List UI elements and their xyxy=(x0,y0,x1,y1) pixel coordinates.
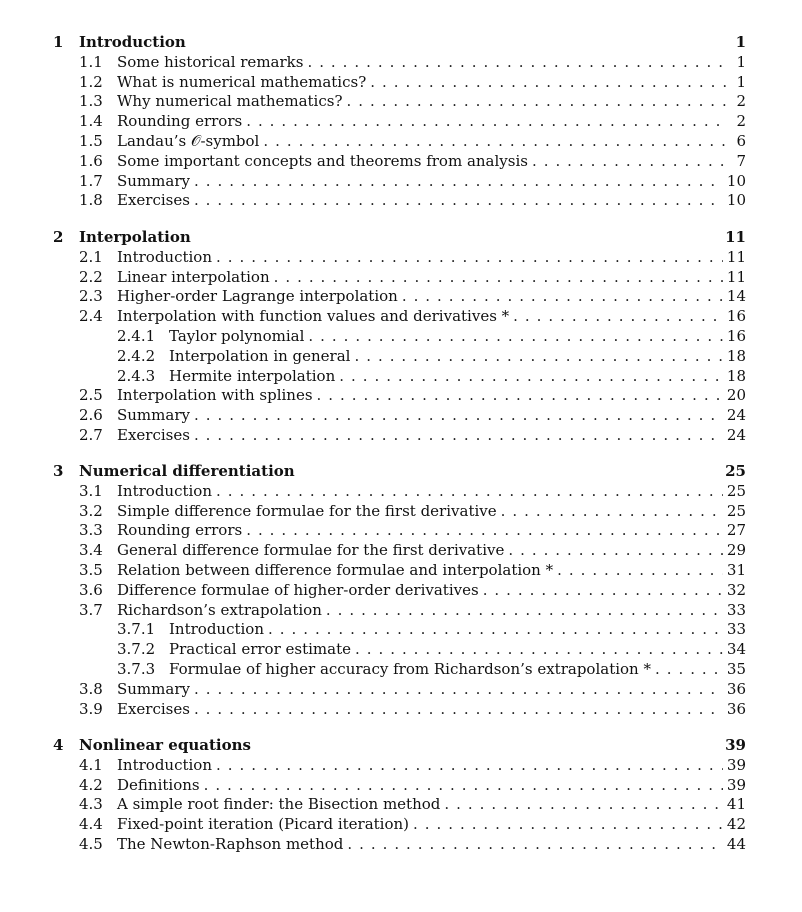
entry-page: 10 xyxy=(726,191,746,210)
entry-number: 1.7 xyxy=(79,171,103,190)
entry-page: 24 xyxy=(726,426,746,444)
entry-title[interactable]: Definitions xyxy=(117,775,200,794)
entry-number: 3.7 xyxy=(79,600,103,619)
toc-section-row[interactable] xyxy=(0,191,802,211)
entry-number: 2.1 xyxy=(79,247,103,266)
toc-section-row[interactable] xyxy=(0,287,802,307)
entry-number: 4.5 xyxy=(79,835,103,853)
entry-line xyxy=(117,756,746,774)
chapter-title[interactable]: Introduction xyxy=(79,33,186,51)
entry-page: 41 xyxy=(726,795,746,814)
toc-section-row[interactable] xyxy=(0,795,802,815)
entry-title[interactable]: Linear interpolation xyxy=(117,267,270,286)
entry-title[interactable]: The Newton-Raphson method xyxy=(117,835,344,853)
entry-line xyxy=(117,406,746,424)
toc-subsection-row[interactable] xyxy=(0,640,802,660)
entry-line xyxy=(117,92,746,110)
entry-title[interactable]: Some important concepts and theorems from analysis xyxy=(117,151,528,170)
entry-number: 4.2 xyxy=(79,775,103,794)
entry-page: 6 xyxy=(736,132,746,150)
toc-section-row[interactable] xyxy=(0,307,802,327)
entry-page: 2 xyxy=(736,92,746,111)
entry-title[interactable]: General difference formulae for the first derivative xyxy=(117,541,505,560)
toc-section-row[interactable] xyxy=(0,815,802,835)
toc-section-row[interactable] xyxy=(0,601,802,621)
entry-page: 25 xyxy=(726,481,746,500)
entry-page: 36 xyxy=(726,679,746,698)
entry-number: 3.3 xyxy=(79,521,103,540)
toc-section-row[interactable] xyxy=(0,756,802,776)
entry-number: 1.2 xyxy=(79,72,103,91)
toc-subsection-row[interactable] xyxy=(0,367,802,387)
entry-number: 1.3 xyxy=(79,92,103,111)
chapter-number: 2 xyxy=(53,228,64,246)
dot-leader xyxy=(268,620,723,638)
entry-page: 11 xyxy=(726,247,746,266)
entry-title[interactable]: Why numerical mathematics? xyxy=(117,92,343,111)
entry-number: 3.2 xyxy=(79,501,103,520)
entry-line xyxy=(169,640,746,658)
entry-number: 3.5 xyxy=(79,561,103,579)
entry-title[interactable]: A simple root finder: the Bisection method xyxy=(117,795,441,814)
dot-leader xyxy=(194,426,723,444)
entry-line xyxy=(117,700,746,718)
entry-line xyxy=(117,680,746,698)
entry-title[interactable]: Practical error estimate xyxy=(169,640,351,659)
dot-leader xyxy=(532,152,726,170)
dot-leader xyxy=(216,482,723,500)
entry-line xyxy=(117,815,746,833)
entry-line xyxy=(169,660,746,678)
entry-page: 31 xyxy=(726,561,746,579)
entry-number: 1.4 xyxy=(79,112,103,131)
entry-line xyxy=(169,327,746,345)
toc-section-row[interactable] xyxy=(0,581,802,601)
entry-page: 33 xyxy=(726,600,746,619)
entry-page: 14 xyxy=(726,287,746,306)
chapter-page: 1 xyxy=(735,33,746,51)
toc-section-row[interactable] xyxy=(0,386,802,406)
toc-subsection-row[interactable] xyxy=(0,327,802,347)
entry-title[interactable]: Richardson’s extrapolation xyxy=(117,600,322,619)
dot-leader xyxy=(246,112,726,130)
entry-title[interactable]: Rounding errors xyxy=(117,521,243,540)
entry-title[interactable]: Higher-order Lagrange interpolation xyxy=(117,287,398,306)
entry-page: 18 xyxy=(726,346,746,365)
entry-line xyxy=(117,172,746,190)
chapter-page: 39 xyxy=(725,736,746,754)
entry-page: 20 xyxy=(726,386,746,405)
entry-title[interactable]: Summary xyxy=(117,679,190,698)
toc-section-row[interactable] xyxy=(0,426,802,446)
toc-section-row[interactable] xyxy=(0,112,802,132)
entry-page: 35 xyxy=(726,660,746,678)
entry-number: 3.7.2 xyxy=(117,640,156,659)
toc-section-row[interactable] xyxy=(0,172,802,192)
entry-number: 1.6 xyxy=(79,151,103,170)
entry-title[interactable]: Exercises xyxy=(117,191,190,210)
entry-page: 18 xyxy=(726,366,746,385)
dot-leader xyxy=(204,776,723,794)
entry-page: 36 xyxy=(726,699,746,718)
toc-section-row[interactable] xyxy=(0,680,802,700)
entry-line xyxy=(169,367,746,385)
entry-title[interactable]: Interpolation in general xyxy=(169,346,351,365)
dot-leader xyxy=(216,248,723,266)
entry-line xyxy=(117,287,746,305)
dot-leader xyxy=(339,367,723,385)
entry-number: 3.8 xyxy=(79,679,103,698)
entry-number: 2.4.3 xyxy=(117,366,156,385)
entry-page: 24 xyxy=(726,406,746,425)
entry-page: 44 xyxy=(726,835,746,853)
toc-section-row[interactable] xyxy=(0,835,802,855)
chapter-heading[interactable] xyxy=(0,736,802,756)
entry-line xyxy=(117,386,746,404)
toc-section-row[interactable] xyxy=(0,502,802,522)
entry-number: 3.9 xyxy=(79,699,103,718)
entry-title[interactable]: Introduction xyxy=(117,481,212,500)
toc-section-row[interactable] xyxy=(0,92,802,112)
chapter-page: 25 xyxy=(725,462,746,480)
entry-page: 11 xyxy=(726,267,746,286)
chapter-page: 11 xyxy=(725,228,746,246)
entry-line xyxy=(117,268,746,286)
entry-number: 3.1 xyxy=(79,481,103,500)
entry-page: 2 xyxy=(736,112,746,131)
toc-section-row[interactable] xyxy=(0,521,802,541)
chapter-number: 1 xyxy=(53,33,64,51)
dot-leader xyxy=(308,327,723,345)
entry-line xyxy=(117,502,746,520)
entry-title[interactable]: Some historical remarks xyxy=(117,52,304,71)
entry-page: 1 xyxy=(736,72,746,91)
entry-page: 10 xyxy=(726,171,746,190)
dot-leader xyxy=(370,73,726,91)
toc-section-row[interactable] xyxy=(0,700,802,720)
entry-line xyxy=(117,426,746,444)
dot-leader xyxy=(274,268,723,286)
entry-page: 39 xyxy=(726,755,746,774)
dot-leader xyxy=(501,502,723,520)
chapter-heading[interactable] xyxy=(0,228,802,248)
entry-number: 2.6 xyxy=(79,406,103,425)
entry-title[interactable]: Introduction xyxy=(117,247,212,266)
entry-number: 2.3 xyxy=(79,287,103,306)
dot-leader xyxy=(307,53,726,71)
entry-number: 4.3 xyxy=(79,795,103,814)
entry-number: 1.5 xyxy=(79,132,103,150)
entry-title[interactable]: Rounding errors xyxy=(117,112,243,131)
entry-title[interactable]: Summary xyxy=(117,171,190,190)
entry-page: 16 xyxy=(726,307,746,326)
entry-number: 1.1 xyxy=(79,52,103,71)
dot-leader xyxy=(246,521,723,539)
toc-section-row[interactable] xyxy=(0,406,802,426)
entry-line xyxy=(117,776,746,794)
chapter-heading[interactable] xyxy=(0,462,802,482)
entry-page: 16 xyxy=(726,327,746,345)
toc-section-row[interactable] xyxy=(0,152,802,172)
entry-number: 2.4.1 xyxy=(117,327,156,345)
dot-leader xyxy=(194,172,723,190)
entry-number: 3.4 xyxy=(79,541,103,560)
dot-leader xyxy=(194,406,723,424)
entry-line xyxy=(117,112,746,130)
dot-leader xyxy=(508,541,723,559)
entry-page: 1 xyxy=(736,52,746,71)
entry-number: 3.7.1 xyxy=(117,620,156,639)
entry-number: 2.2 xyxy=(79,267,103,286)
entry-title[interactable]: Exercises xyxy=(117,699,190,718)
entry-title[interactable]: Taylor polynomial xyxy=(169,327,305,345)
entry-line xyxy=(117,601,746,619)
entry-title[interactable]: Introduction xyxy=(117,755,212,774)
entry-line xyxy=(169,620,746,638)
entry-line xyxy=(169,347,746,365)
dot-leader xyxy=(444,795,723,813)
dot-leader xyxy=(326,601,723,619)
dot-leader xyxy=(194,191,723,209)
entry-number: 2.7 xyxy=(79,426,103,444)
entry-number: 3.7.3 xyxy=(117,660,156,678)
dot-leader xyxy=(483,581,723,599)
dot-leader xyxy=(413,815,723,833)
dot-leader xyxy=(402,287,723,305)
toc-subsection-row[interactable] xyxy=(0,660,802,680)
chapter-number: 3 xyxy=(53,462,64,480)
entry-page: 34 xyxy=(726,640,746,659)
entry-title[interactable]: Interpolation with function values and derivatives * xyxy=(117,307,510,326)
dot-leader xyxy=(216,756,723,774)
chapter-title[interactable]: Numerical differentiation xyxy=(79,462,295,480)
toc-section-row[interactable] xyxy=(0,561,802,581)
entry-number: 1.8 xyxy=(79,191,103,210)
entry-title[interactable]: Hermite interpolation xyxy=(169,366,336,385)
entry-line xyxy=(117,482,746,500)
entry-title[interactable]: Formulae of higher accuracy from Richardson’s extrapolation * xyxy=(169,660,651,678)
entry-page: 29 xyxy=(726,541,746,560)
entry-line xyxy=(117,132,746,150)
entry-title[interactable]: Relation between difference formulae and interpolation * xyxy=(117,561,554,579)
toc-subsection-row[interactable] xyxy=(0,347,802,367)
entry-line xyxy=(117,191,746,209)
toc-section-row[interactable] xyxy=(0,482,802,502)
entry-line xyxy=(117,835,746,853)
entry-line xyxy=(117,581,746,599)
entry-line xyxy=(117,248,746,266)
entry-page: 25 xyxy=(726,501,746,520)
toc-section-row[interactable] xyxy=(0,776,802,796)
entry-number: 2.4 xyxy=(79,307,103,326)
entry-page: 32 xyxy=(726,580,746,599)
toc-section-row[interactable] xyxy=(0,248,802,268)
entry-title[interactable]: Summary xyxy=(117,406,190,425)
entry-line xyxy=(117,561,746,579)
entry-number: 3.6 xyxy=(79,580,103,599)
dot-leader xyxy=(655,660,723,678)
entry-line xyxy=(117,73,746,91)
entry-number: 2.5 xyxy=(79,386,103,405)
entry-title[interactable]: Interpolation with splines xyxy=(117,386,313,405)
entry-line xyxy=(117,541,746,559)
entry-page: 7 xyxy=(736,151,746,170)
entry-line xyxy=(117,521,746,539)
entry-line xyxy=(117,307,746,325)
toc-section-row[interactable] xyxy=(0,132,802,152)
dot-leader xyxy=(194,680,723,698)
entry-line xyxy=(117,795,746,813)
dot-leader xyxy=(317,386,723,404)
entry-page: 42 xyxy=(726,815,746,834)
dot-leader xyxy=(513,307,723,325)
entry-page: 27 xyxy=(726,521,746,540)
dot-leader xyxy=(194,700,723,718)
toc-section-row[interactable] xyxy=(0,541,802,561)
entry-title[interactable]: Exercises xyxy=(117,426,190,444)
chapter-title[interactable]: Interpolation xyxy=(79,228,191,246)
chapter-heading[interactable] xyxy=(0,33,802,53)
entry-number: 4.4 xyxy=(79,815,103,834)
entry-page: 39 xyxy=(726,775,746,794)
toc-section-row[interactable] xyxy=(0,53,802,73)
entry-title[interactable]: Simple difference formulae for the first derivative xyxy=(117,501,497,520)
chapter-number: 4 xyxy=(53,736,64,754)
toc-section-row[interactable] xyxy=(0,268,802,288)
entry-line xyxy=(117,53,746,71)
entry-number: 4.1 xyxy=(79,755,103,774)
entry-title[interactable]: Introduction xyxy=(169,620,264,639)
dot-leader xyxy=(263,132,726,150)
dot-leader xyxy=(557,561,723,579)
toc-subsection-row[interactable] xyxy=(0,620,802,640)
entry-title[interactable]: What is numerical mathematics? xyxy=(117,72,367,91)
entry-line xyxy=(117,152,746,170)
toc-section-row[interactable] xyxy=(0,73,802,93)
dot-leader xyxy=(354,347,722,365)
chapter-title[interactable]: Nonlinear equations xyxy=(79,736,251,754)
dot-leader xyxy=(347,835,723,853)
entry-number: 2.4.2 xyxy=(117,346,156,365)
entry-page: 33 xyxy=(726,620,746,639)
dot-leader xyxy=(355,640,723,658)
entry-title[interactable]: Difference formulae of higher-order derivatives xyxy=(117,580,479,599)
entry-title[interactable]: Landau’s 𝒪-symbol xyxy=(117,132,260,150)
entry-title[interactable]: Fixed-point iteration (Picard iteration) xyxy=(117,815,410,834)
dot-leader xyxy=(346,92,726,110)
